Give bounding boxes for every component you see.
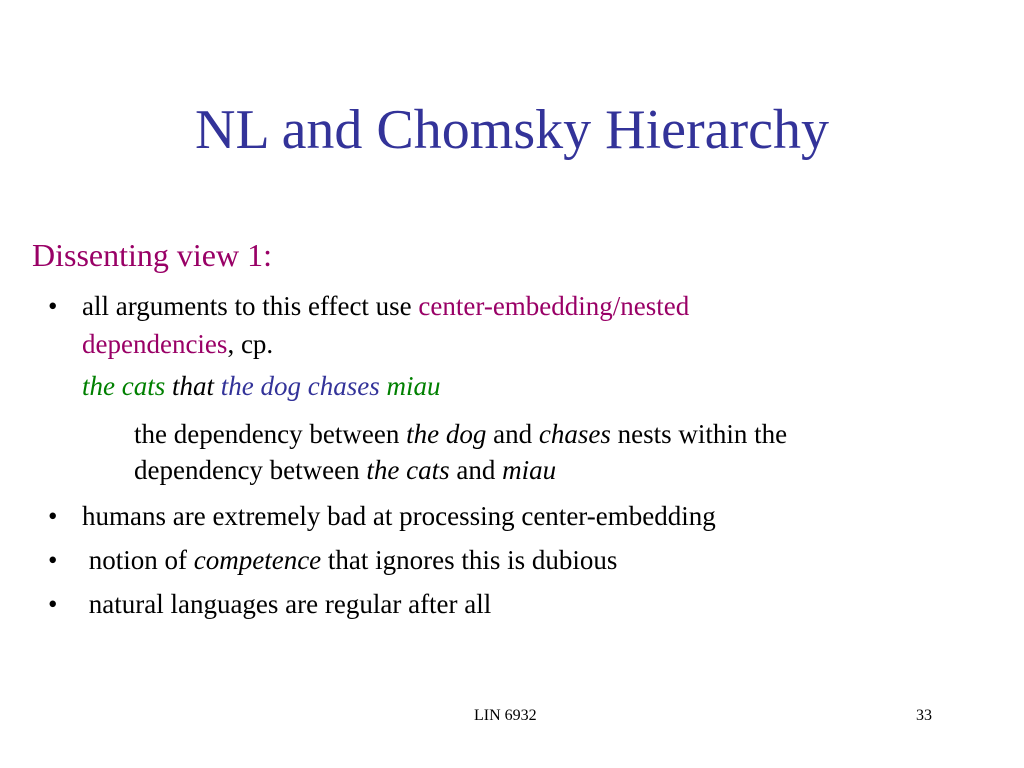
bullet-1-highlight-cont: dependencies <box>82 329 228 359</box>
bullet-1-line-1 <box>82 288 689 324</box>
explanation-term: miau <box>502 455 557 485</box>
example-the-dog-chases: the dog chases <box>220 371 380 401</box>
example-sentence <box>82 368 440 404</box>
bullet-1-line-2 <box>82 326 273 362</box>
slide-title: NL and Chomsky Hierarchy <box>195 99 829 161</box>
subheading: Dissenting view 1: <box>32 237 272 273</box>
bullet-1-text: all arguments to this effect use <box>82 291 419 321</box>
bullet-marker: • <box>48 545 58 575</box>
example-the-cats: the cats <box>82 371 166 401</box>
explanation-text: and <box>449 455 503 485</box>
explanation-text: nests within the <box>610 419 788 449</box>
bullet-4: natural languages are regular after all <box>82 589 492 619</box>
bullet-2: humans are extremely bad at processing center-embedding <box>82 501 716 531</box>
explanation-line-2 <box>134 452 556 488</box>
explanation-text: and <box>486 419 539 449</box>
example-that: that <box>165 371 221 401</box>
bullet-marker: • <box>48 501 58 531</box>
explanation-line-1 <box>134 416 787 452</box>
example-miau: miau <box>379 371 441 401</box>
explanation-text: dependency between <box>134 455 367 485</box>
bullet-marker: • <box>48 291 58 321</box>
footer-page-number: 33 <box>916 707 932 724</box>
explanation-text: the dependency between <box>134 419 407 449</box>
bullet-1-highlight: center-embedding/nested <box>418 291 690 321</box>
bullet-3-text: notion of <box>82 545 194 575</box>
explanation-term: the cats <box>366 455 450 485</box>
footer-course: LIN 6932 <box>474 707 537 724</box>
bullet-3-text-end: that ignores this is dubious <box>321 545 618 575</box>
explanation-term: the dog <box>406 419 487 449</box>
bullet-3-term: competence <box>193 545 322 575</box>
explanation-term: chases <box>538 419 611 449</box>
bullet-1-text-cont: , cp. <box>227 329 274 359</box>
bullet-3 <box>82 542 617 578</box>
bullet-marker: • <box>48 589 58 619</box>
